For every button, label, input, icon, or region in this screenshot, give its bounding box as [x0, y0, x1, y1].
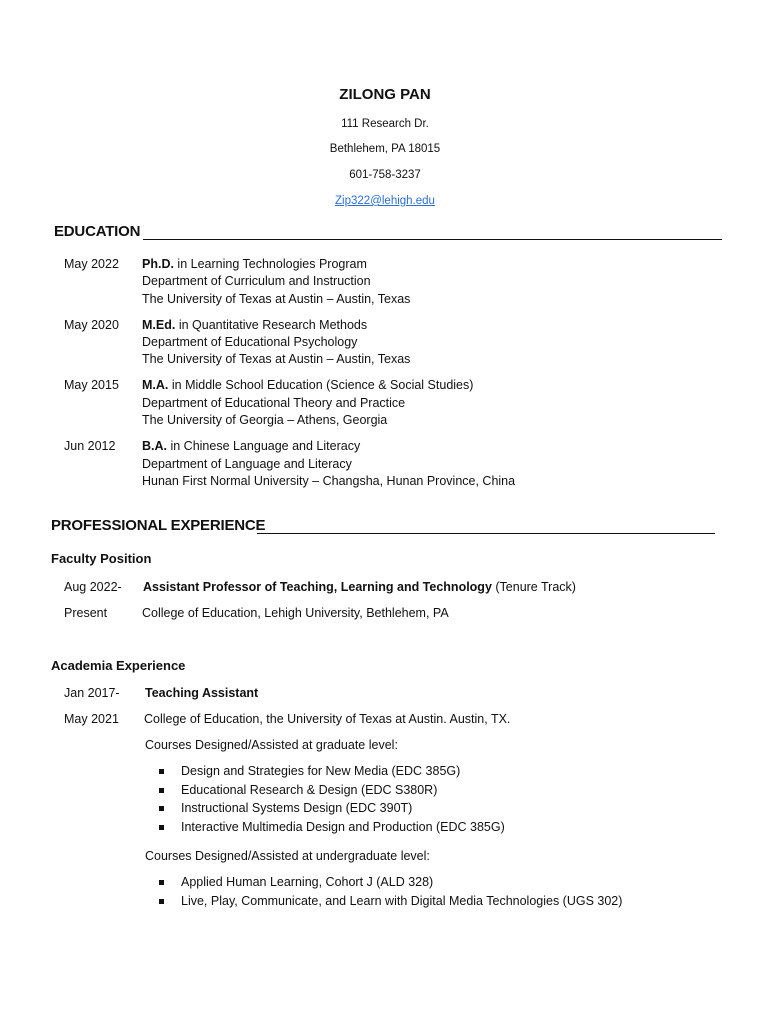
address-line-2: Bethlehem, PA 18015: [329, 143, 441, 155]
degree-field: in Quantitative Research Methods: [175, 318, 368, 332]
education-department: Department of Language and Literacy: [142, 457, 352, 471]
education-degree-line: [142, 257, 367, 271]
bullet-icon: [159, 788, 164, 793]
faculty-heading: Faculty Position: [51, 551, 152, 566]
degree-field: in Learning Technologies Program: [173, 257, 367, 271]
faculty-org: College of Education, Lehigh University, Bethlehem, PA: [142, 606, 449, 620]
academia-org: College of Education, the University of Texas at Austin. Austin, TX.: [144, 712, 511, 726]
education-school: The University of Georgia – Athens, Georgia: [142, 413, 388, 427]
bullet-icon: [159, 825, 164, 830]
education-school: Hunan First Normal University – Changsha, Hunan Province, China: [142, 474, 516, 488]
email-link[interactable]: [0, 195, 770, 207]
page-title: ZILONG PAN: [339, 86, 431, 103]
course-name: Educational Research & Design (EDC S380R): [181, 783, 438, 797]
degree: Ph.D.: [142, 257, 174, 271]
bullet-icon: [159, 880, 164, 885]
email-text[interactable]: Zip322@lehigh.edu: [335, 195, 435, 207]
faculty-role: Assistant Professor of Teaching, Learning and Technology: [143, 580, 492, 594]
faculty-role-note: (Tenure Track): [491, 580, 576, 594]
education-date: Jun 2012: [64, 439, 116, 453]
degree: M.A.: [142, 378, 169, 392]
education-rule: [143, 239, 722, 240]
education-department: Department of Curriculum and Instruction: [142, 274, 371, 288]
faculty-date-end: Present: [64, 606, 108, 620]
course-name: Interactive Multimedia Design and Production (EDC 385G): [181, 820, 505, 834]
education-department: Department of Educational Psychology: [142, 335, 358, 349]
faculty-role-line: [143, 580, 576, 594]
faculty-date-start: Aug 2022-: [64, 580, 122, 594]
undergrad-courses-intro: Courses Designed/Assisted at undergraduate level:: [145, 849, 430, 863]
education-school: The University of Texas at Austin – Austin, Texas: [142, 352, 411, 366]
education-school: The University of Texas at Austin – Austin, Texas: [142, 292, 411, 306]
education-date: May 2020: [64, 318, 119, 332]
education-degree-line: [142, 439, 360, 453]
bullet-icon: [159, 899, 164, 904]
grad-courses-intro: Courses Designed/Assisted at graduate level:: [145, 738, 398, 752]
experience-rule: [257, 533, 715, 534]
address-line-1: 111 Research Dr.: [341, 118, 429, 130]
academia-role: Teaching Assistant: [145, 686, 259, 700]
education-degree-line: [142, 378, 473, 392]
course-name: Design and Strategies for New Media (EDC 385G): [181, 764, 461, 778]
education-date: May 2022: [64, 257, 119, 271]
education-department: Department of Educational Theory and Practice: [142, 396, 406, 410]
degree-field: in Chinese Language and Literacy: [167, 439, 361, 453]
bullet-icon: [159, 806, 164, 811]
phone: 601-758-3237: [349, 169, 421, 181]
bullet-icon: [159, 769, 164, 774]
course-name: Applied Human Learning, Cohort J (ALD 328): [181, 875, 434, 889]
academia-date-end: May 2021: [64, 712, 119, 726]
education-heading: EDUCATION: [54, 223, 141, 240]
academia-date-start: Jan 2017-: [64, 686, 120, 700]
degree: M.Ed.: [142, 318, 176, 332]
course-name: Live, Play, Communicate, and Learn with Digital Media Technologies (UGS 302): [181, 894, 623, 908]
education-date: May 2015: [64, 378, 119, 392]
experience-heading: PROFESSIONAL EXPERIENCE: [51, 517, 266, 534]
education-degree-line: [142, 318, 367, 332]
course-name: Instructional Systems Design (EDC 390T): [181, 801, 413, 815]
academia-heading: Academia Experience: [51, 658, 186, 673]
degree: B.A.: [142, 439, 167, 453]
degree-field: in Middle School Education (Science & Social Studies): [168, 378, 474, 392]
